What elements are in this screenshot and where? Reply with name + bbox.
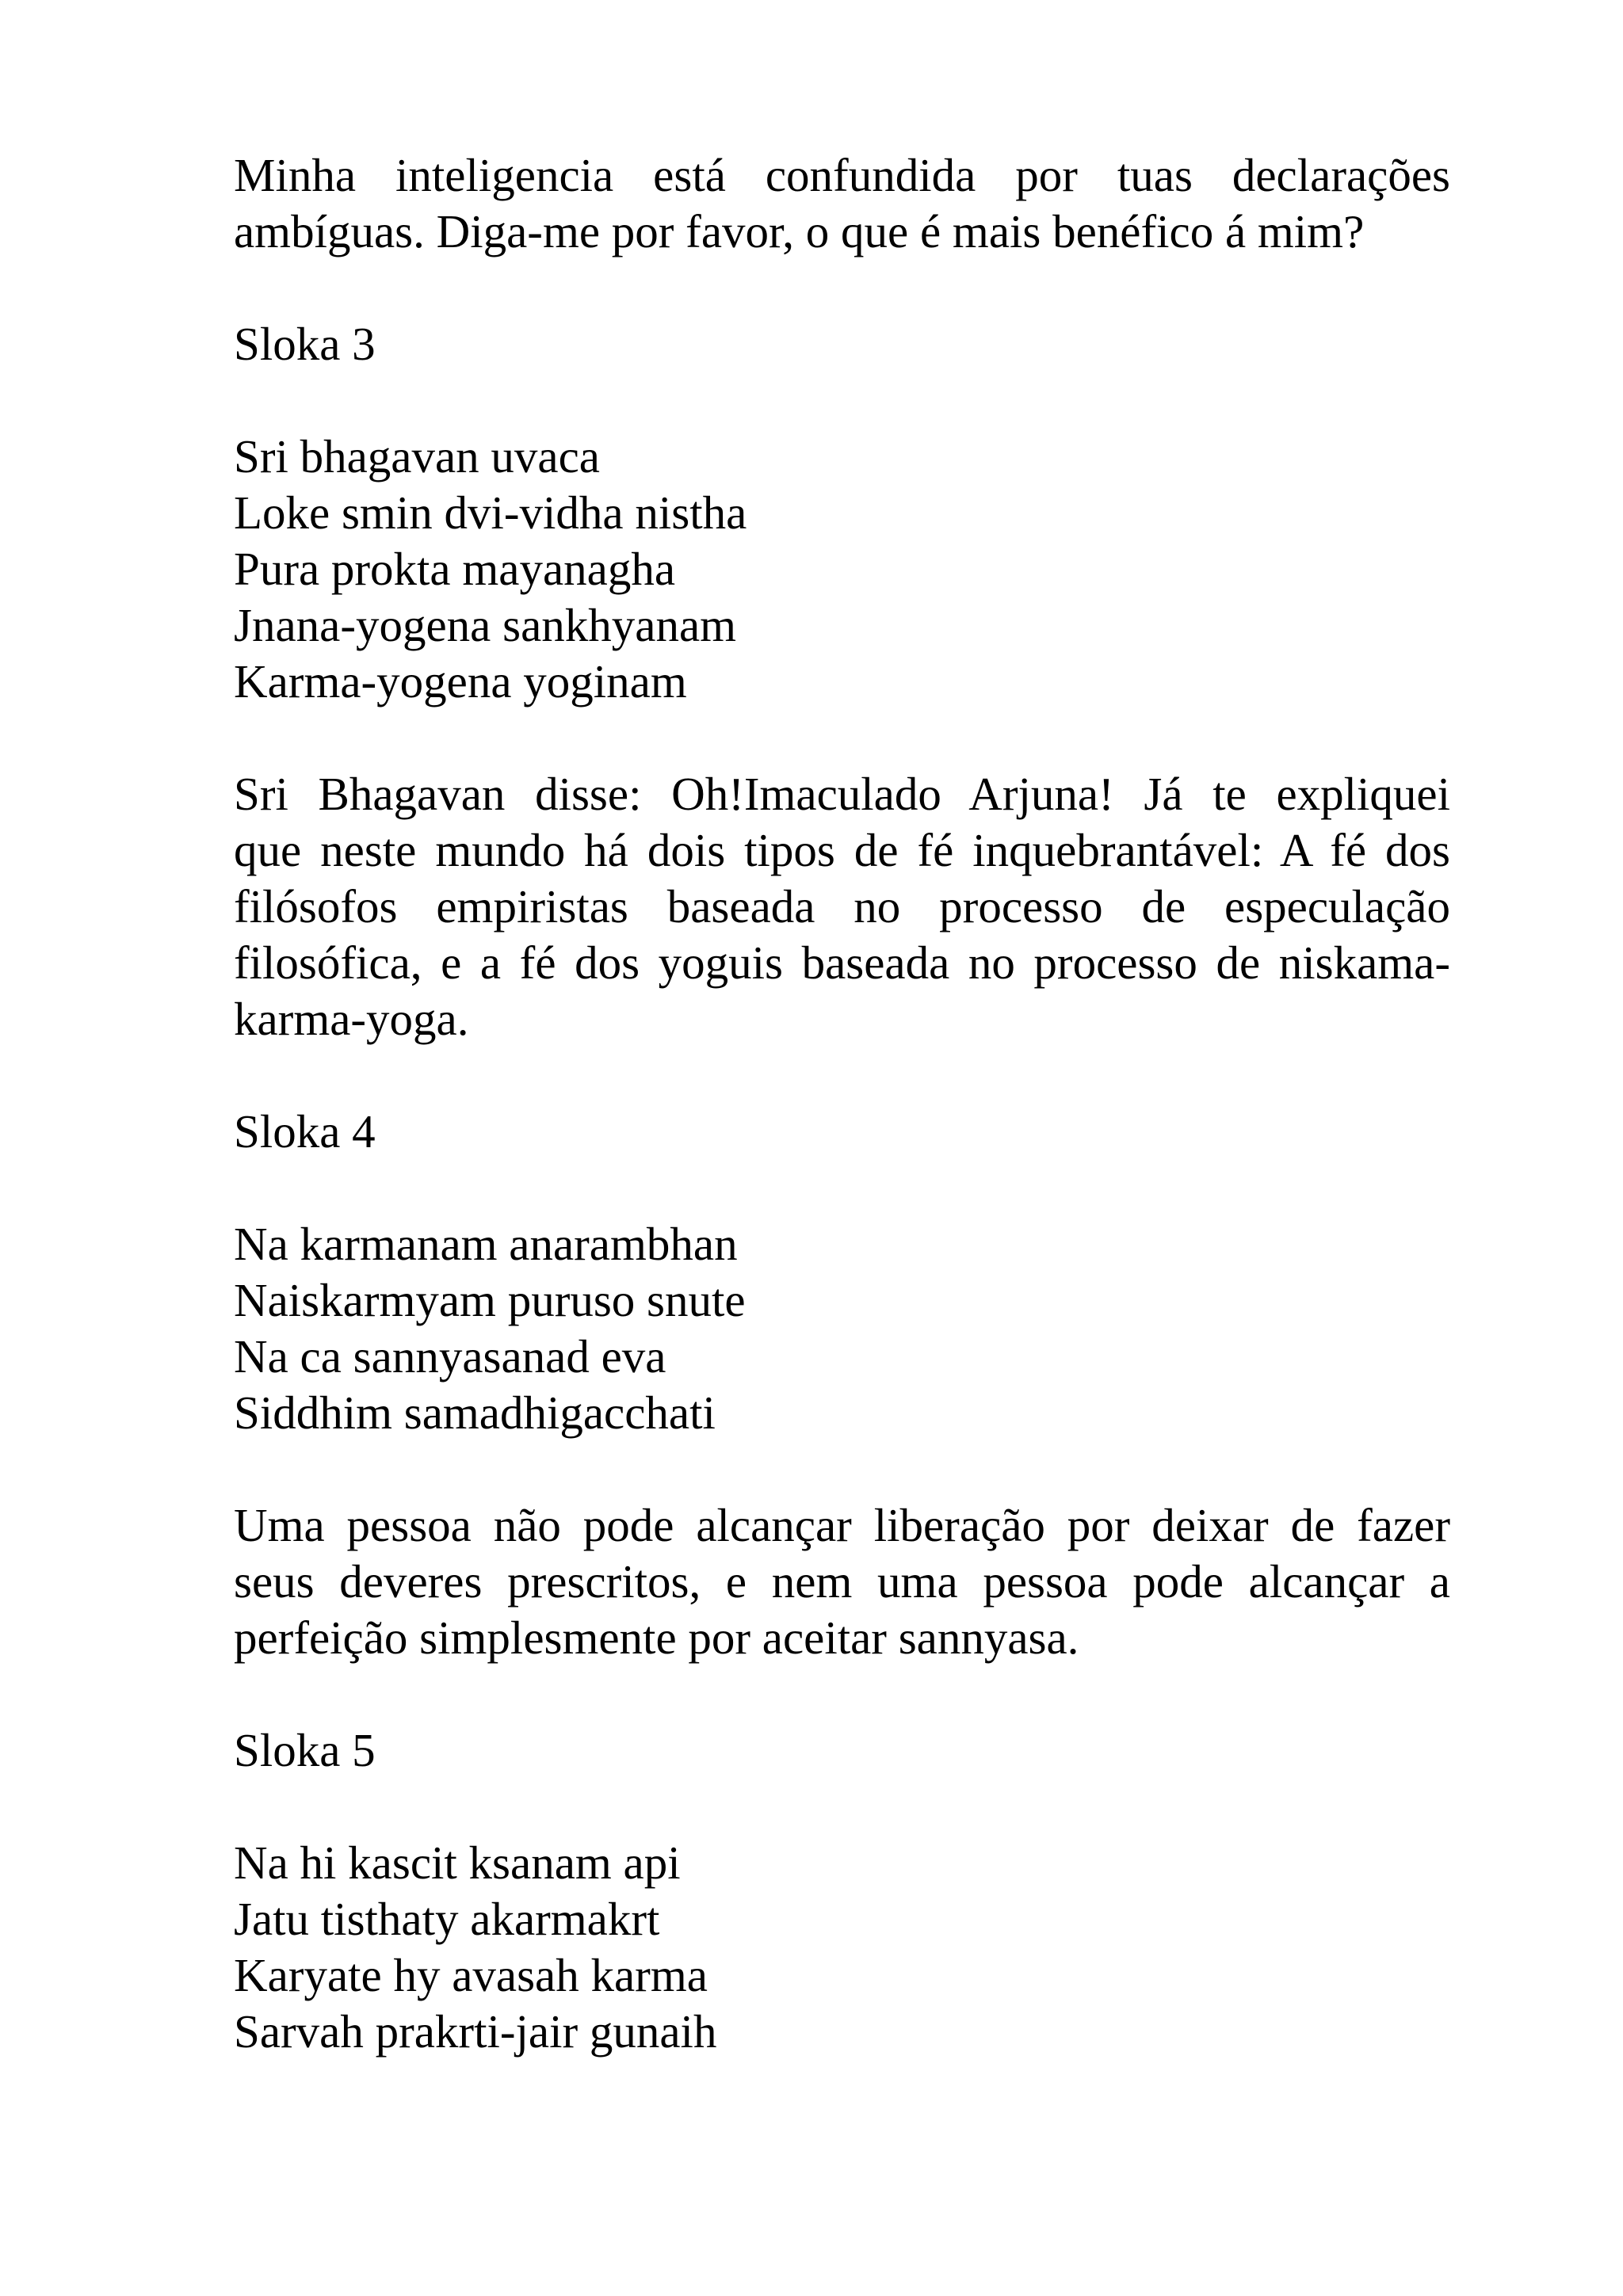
paragraph-line: seus deveres prescritos, e nem uma pessoa pode alcançar a	[234, 1555, 1450, 1608]
paragraph-line: ambíguas. Diga-me por favor, o que é mais benéfico á mim?	[234, 205, 1365, 257]
intro-paragraph	[234, 147, 1450, 260]
paragraph-line: Uma pessoa não pode alcançar liberação por deixar de fazer	[234, 1499, 1450, 1551]
sloka-5-heading: Sloka 5	[234, 1724, 376, 1776]
verse-line: Pura prokta mayanagha	[234, 543, 676, 595]
verse-line: Jnana-yogena sankhyanam	[234, 599, 737, 651]
verse-line: Karyate hy avasah karma	[234, 1949, 708, 2001]
verse-line: Loke smin dvi-vidha nistha	[234, 486, 747, 539]
verse-line: Naiskarmyam puruso snute	[234, 1274, 746, 1326]
paragraph-line: Sri Bhagavan disse: Oh!Imaculado Arjuna! Já te expliquei	[234, 768, 1450, 820]
paragraph-line: perfeição simplesmente por aceitar sannyasa.	[234, 1611, 1079, 1664]
sloka-3-translation	[234, 766, 1450, 1047]
verse-line: Sri bhagavan uvaca	[234, 430, 600, 482]
paragraph-line: Minha inteligencia está confundida por tuas declarações	[234, 149, 1450, 201]
paragraph-line: filósofos empiristas baseada no processo de especulação	[234, 880, 1450, 933]
paragraph-line: que neste mundo há dois tipos de fé inquebrantável: A fé dos	[234, 824, 1450, 876]
verse-line: Na ca sannyasanad eva	[234, 1330, 666, 1383]
verse-line: Siddhim samadhigacchati	[234, 1386, 716, 1439]
paragraph-line: filosófica, e a fé dos yoguis baseada no processo de niskama-	[234, 936, 1450, 989]
sloka-4-translation	[234, 1497, 1450, 1666]
document-page	[234, 147, 1450, 2060]
verse-line: Jatu tisthaty akarmakrt	[234, 1893, 660, 1945]
sloka-3-heading: Sloka 3	[234, 318, 376, 370]
sloka-5-verse	[234, 1835, 1450, 2060]
sloka-3-verse	[234, 429, 1450, 710]
sloka-4-heading: Sloka 4	[234, 1105, 376, 1158]
sloka-4-verse	[234, 1216, 1450, 1441]
verse-line: Karma-yogena yoginam	[234, 655, 687, 707]
verse-line: Sarvah prakrti-jair gunaih	[234, 2005, 717, 2058]
verse-line: Na karmanam anarambhan	[234, 1218, 738, 1270]
paragraph-line: karma-yoga.	[234, 993, 469, 1045]
verse-line: Na hi kascit ksanam api	[234, 1836, 681, 1889]
